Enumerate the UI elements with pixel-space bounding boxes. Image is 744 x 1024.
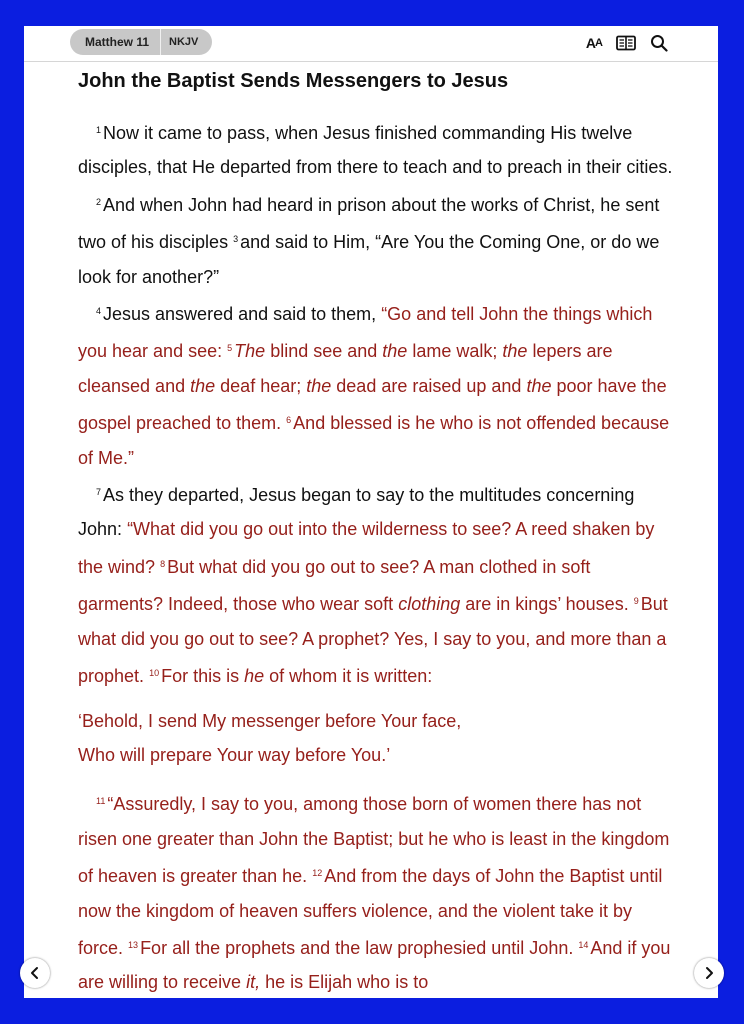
verse-text[interactable]: As they departed, Jesus began to say to the multitudes concerning John: (78, 485, 635, 540)
words-of-jesus[interactable]: For this is (161, 666, 240, 687)
font-size-icon: A (585, 35, 596, 51)
paragraph-2 (78, 185, 678, 294)
italic-word: he (244, 666, 265, 687)
verse-number[interactable]: 5 (227, 343, 233, 354)
verse-number[interactable]: 3 (233, 234, 239, 245)
words-of-jesus[interactable]: “What did you go out into the wilderness to see? A reed shaken by the wind? (78, 519, 655, 577)
verse-text[interactable]: And when John had heard in prison about the works of Christ, he sent two of his disciples (78, 194, 660, 253)
previous-chapter-button[interactable] (20, 958, 50, 988)
search-icon[interactable] (650, 32, 668, 54)
words-of-jesus[interactable]: And if you are willing to receive (78, 937, 671, 993)
verse-number[interactable]: 4 (96, 306, 102, 317)
words-of-jesus[interactable]: lame walk; (412, 341, 498, 362)
words-of-jesus[interactable]: “Go and tell John the things which you hear and see: (78, 304, 653, 362)
words-of-jesus[interactable]: deaf hear; (220, 375, 302, 396)
words-of-jesus[interactable]: of whom it is written: (269, 666, 433, 687)
words-of-jesus[interactable]: But what did you go out to see? A man clothed in soft garments? Indeed, those who wear soft (78, 556, 591, 615)
verse-text[interactable]: Now it came to pass, when Jesus finished commanding His twelve disciples, that He departed from there to teach and to preach in their cities. (78, 123, 673, 178)
words-of-jesus[interactable]: For all the prophets and the law prophesied until John. (140, 937, 574, 958)
words-of-jesus[interactable]: he is Elijah who is to (265, 972, 429, 993)
passage-selector[interactable] (70, 29, 212, 55)
verse-number[interactable]: 2 (96, 196, 102, 207)
verse-number[interactable]: 11 (96, 796, 106, 807)
section-heading: John the Baptist Sends Messengers to Jesus (78, 70, 509, 92)
verse-number[interactable]: 8 (160, 558, 166, 569)
words-of-jesus[interactable]: poor have the gospel preached to them. (78, 375, 667, 434)
paragraph-1 (78, 113, 678, 185)
verse-text[interactable]: Jesus answered and said to them, (103, 304, 377, 325)
paragraph-4 (78, 475, 678, 693)
verse-number[interactable]: 6 (286, 415, 292, 426)
chevron-left-icon (29, 966, 41, 980)
verse-number[interactable]: 10 (149, 668, 160, 679)
italic-word: the (382, 341, 408, 362)
verse-number[interactable]: 12 (312, 868, 323, 879)
italic-word: clothing (398, 594, 461, 615)
words-of-jesus[interactable]: are in kings’ houses. (465, 594, 629, 615)
italic-word: The (234, 341, 266, 362)
words-of-jesus[interactable]: blind see and (270, 341, 378, 362)
italic-word: the (306, 375, 332, 396)
toolbar-actions (586, 32, 668, 54)
reader-page (24, 26, 718, 998)
poetry-line[interactable]: Who will prepare Your way before You.’ (78, 744, 391, 765)
book-icon[interactable] (616, 32, 636, 54)
italic-word: the (190, 375, 216, 396)
verse-number[interactable]: 9 (633, 596, 639, 607)
version-button[interactable]: NKJV (169, 36, 199, 48)
poetry-quote (78, 704, 678, 773)
paragraph-3 (78, 294, 678, 475)
poetry-line[interactable]: ‘Behold, I send My messenger before Your face, (78, 710, 462, 731)
verse-text[interactable]: and said to Him, “Are You the Coming One, or do we look for another?” (78, 232, 660, 287)
italic-word: the (502, 341, 528, 362)
reader-toolbar (24, 26, 718, 62)
words-of-jesus[interactable]: And from the days of John the Baptist until now the kingdom of heaven suffers violence, and the violent take it by force. (78, 866, 663, 958)
words-of-jesus[interactable]: lepers are cleansed and (78, 341, 613, 396)
paragraph-5 (78, 784, 678, 998)
words-of-jesus[interactable]: “Assuredly, I say to you, among those born of women there has not risen one greater than John the Baptist; but he who is least in the kingdom of heaven is greater than he. (78, 794, 670, 887)
words-of-jesus[interactable]: And blessed is he who is not offended because of Me.” (78, 413, 670, 468)
book-chapter-button[interactable]: Matthew 11 (70, 29, 161, 55)
verse-number[interactable]: 1 (96, 125, 102, 135)
italic-word: the (526, 375, 552, 396)
words-of-jesus[interactable]: dead are raised up and (336, 375, 522, 396)
words-of-jesus[interactable]: But what did you go out to see? A prophet? Yes, I say to you, and more than a prophet. (78, 594, 668, 687)
chapter-content (78, 64, 678, 998)
next-chapter-button[interactable] (694, 958, 724, 988)
chevron-right-icon (703, 966, 715, 980)
verse-number[interactable]: 7 (96, 487, 102, 498)
verse-number[interactable]: 14 (578, 939, 589, 950)
font-size-button[interactable]: A A (585, 35, 602, 51)
verse-number[interactable]: 13 (128, 939, 139, 950)
italic-word: it, (246, 972, 261, 993)
